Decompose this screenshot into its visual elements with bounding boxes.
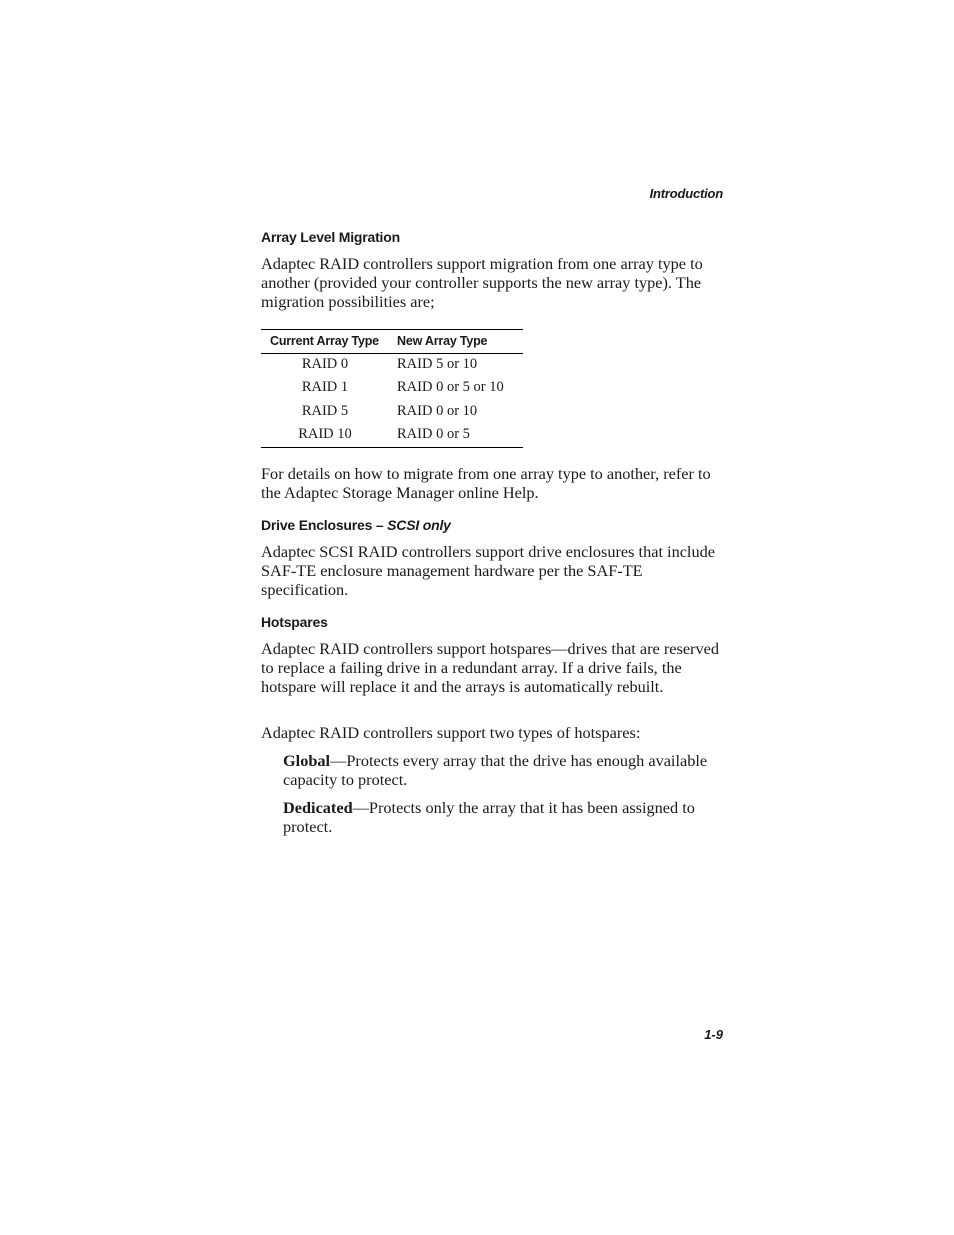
table-bottom-rule: [261, 447, 523, 448]
cell-current-type: RAID 0: [301, 356, 349, 372]
hotspare-global-desc: —Protects every array that the drive has enough available capacity to protect.: [283, 751, 708, 789]
column-header-new: New Array Type: [397, 334, 488, 348]
table-row: [261, 354, 523, 377]
cell-new-type: RAID 5 or 10: [397, 356, 478, 372]
hotspare-dedicated-desc: —Protects only the array that it has been assigned to protect.: [283, 798, 695, 836]
cell-new-type: RAID 0 or 10: [397, 402, 478, 419]
table-row: [261, 424, 523, 447]
cell-new-type: RAID 0 or 5 or 10: [397, 379, 504, 396]
array-migration-intro: Adaptec RAID controllers support migration from one array type to another (provided your controller supports the new array type). The migration possibilities are;: [261, 254, 703, 311]
cell-current-type: RAID 5: [301, 402, 349, 419]
cell-current-type: RAID 10: [298, 425, 352, 442]
hotspare-dedicated-item: [283, 798, 723, 836]
cell-new-type: RAID 0 or 5: [397, 425, 470, 442]
cell-current-type: RAID 1: [301, 379, 349, 396]
array-migration-outro: For details on how to migrate from one array type to another, refer to the Adaptec Storage Manager online Help.: [261, 464, 711, 502]
hotspares-types-intro: Adaptec RAID controllers support two types of hotspares:: [261, 723, 641, 742]
drive-enclosures-body: Adaptec SCSI RAID controllers support drive enclosures that include SAF-TE enclosure management hardware per the SAF-TE specification.: [261, 542, 715, 599]
migration-table: [261, 329, 523, 448]
section-heading-array-level-migration: Array Level Migration: [261, 229, 400, 245]
hotspares-body: Adaptec RAID controllers support hotspares—drives that are reserved to replace a failing drive in a redundant array. If a drive fails, the hotspare will replace it and the arrays is automatically rebuilt.: [261, 639, 719, 696]
table-header-row: [261, 330, 523, 353]
column-header-current: Current Array Type: [270, 334, 379, 348]
page-number: 1-9: [704, 1027, 723, 1042]
table-row: [261, 377, 523, 400]
section-heading-hotspares: Hotspares: [261, 614, 328, 630]
section-heading-drive-enclosures: [261, 517, 451, 533]
running-header: Introduction: [649, 186, 723, 201]
hotspare-global-term: Global: [283, 751, 331, 770]
drive-enclosures-qualifier: SCSI only: [387, 517, 451, 533]
hotspare-dedicated-term: Dedicated: [283, 798, 353, 817]
hotspare-global-item: [283, 751, 723, 789]
table-row: [261, 401, 523, 424]
drive-enclosures-heading-text: Drive Enclosures –: [261, 517, 384, 533]
